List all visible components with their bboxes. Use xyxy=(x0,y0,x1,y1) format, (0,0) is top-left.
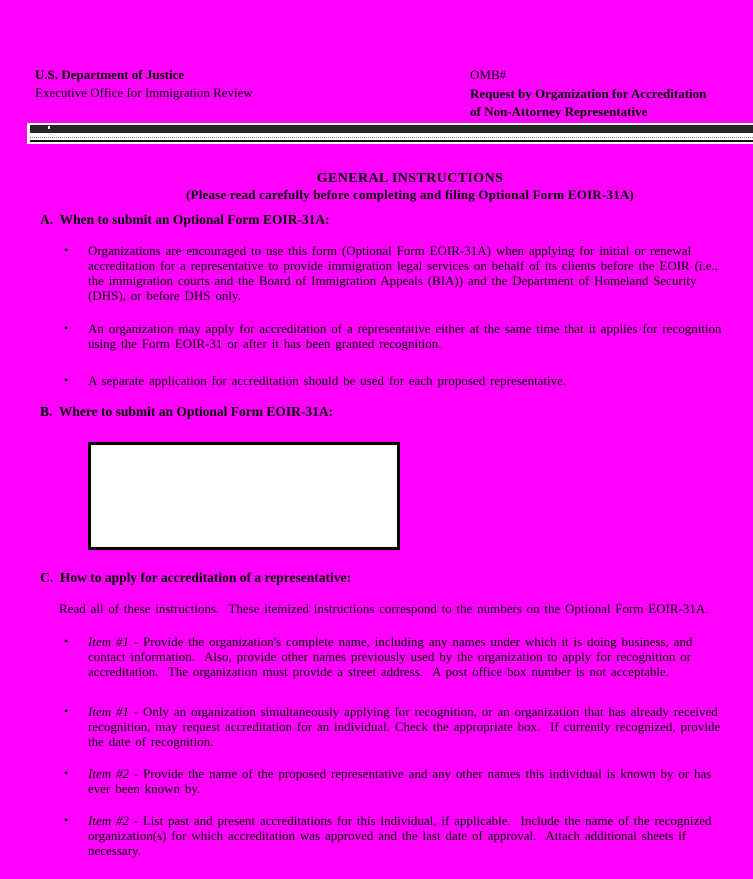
section-b-heading: B. Where to submit an Optional Form EOIR-31A: xyxy=(40,404,334,419)
text-line-rest: - Only an organization simultaneously applying for recognition, or an organization that has already received xyxy=(128,704,718,719)
bullet-text xyxy=(88,243,718,303)
section-c-bullet-1 xyxy=(64,634,692,679)
text-line xyxy=(88,634,692,649)
divider-thin-line xyxy=(30,140,753,142)
text-line: necessary. xyxy=(88,843,141,858)
form-title-line1: Request by Organization for Accreditation xyxy=(470,85,707,101)
form-title-line2: of Non-Attorney Representative xyxy=(470,104,648,119)
empty-address-box xyxy=(88,442,400,550)
divider-thick-bar xyxy=(30,125,753,133)
bullet-dot: • xyxy=(64,243,69,257)
bullet-text xyxy=(88,766,711,796)
page-subtitle: (Please read carefully before completing and filing Optional Form EOIR-31A) xyxy=(186,187,634,202)
text-line-rest: - List past and present accreditations for this individual, if applicable. Include the name of the recognized xyxy=(128,813,712,828)
item-reference: Item #2 xyxy=(88,813,129,828)
item-reference: Item #1 xyxy=(88,634,129,649)
divider-dotted-line xyxy=(30,137,753,138)
section-a-bullet-3 xyxy=(64,373,566,388)
section-c-intro: Read all of these instructions. These itemized instructions correspond to the numbers on the Optional Form EOIR-31A. xyxy=(59,601,709,616)
text-line: accreditation. The organization must provide a street address. A post office box number is not acceptable. xyxy=(88,664,669,679)
bullet-text xyxy=(88,704,720,749)
section-a-bullet-2 xyxy=(64,321,722,351)
section-c-bullet-3 xyxy=(64,766,711,796)
section-a-heading: A. When to submit an Optional Form EOIR-31A: xyxy=(40,212,330,227)
text-line: organization(s) for which accreditation was approved and the last date of approval. Attach additional sheets if xyxy=(88,828,687,843)
text-line: (DHS), or before DHS only. xyxy=(88,288,241,303)
item-reference: Item #2 xyxy=(88,766,129,781)
header-divider-rule xyxy=(27,123,753,144)
text-line: accreditation for a representative to provide immigration legal services on behalf of its clients before the EOIR (i.e., xyxy=(88,258,719,273)
bullet-dot: • xyxy=(64,813,69,827)
bullet-text xyxy=(88,813,712,858)
text-line-rest: - Provide the organization's complete name, including any names under which it is doing business, and xyxy=(128,634,693,649)
text-line xyxy=(88,766,711,781)
text-line: A separate application for accreditation should be used for each proposed representative. xyxy=(88,373,567,388)
item-reference: Item #1 xyxy=(88,704,129,719)
text-line: contact information. Also, provide other names previously used by the organization to apply for recognition or xyxy=(88,649,692,664)
title-block xyxy=(0,171,753,202)
text-line: the immigration courts and the Board of Immigration Appeals (BIA)) and the Department of Homeland Security xyxy=(88,273,697,288)
bullet-dot: • xyxy=(64,766,69,780)
divider-notch xyxy=(48,126,50,129)
section-c-bullet-4 xyxy=(64,813,712,858)
section-c-bullet-2 xyxy=(64,704,720,749)
bullet-dot: • xyxy=(64,704,69,718)
text-line: the date of recognition. xyxy=(88,734,214,749)
omb-number: OMB# xyxy=(470,67,507,82)
text-line xyxy=(88,813,712,828)
text-line: recognition, may request accreditation for an individual. Check the appropriate box. If currently recognized, provide xyxy=(88,719,721,734)
agency-name: U.S. Department of Justice xyxy=(35,67,185,82)
bullet-dot: • xyxy=(64,321,69,335)
text-line-rest: - Provide the name of the proposed representative and any other names this individual is known by or has xyxy=(128,766,712,781)
bullet-text xyxy=(88,321,722,351)
header-agency-block xyxy=(35,66,253,102)
bullet-dot: • xyxy=(64,373,69,387)
section-c-heading: C. How to apply for accreditation of a representative: xyxy=(40,570,351,585)
section-a-bullet-1 xyxy=(64,243,718,303)
text-line: Organizations are encouraged to use this form (Optional Form EOIR-31A) when applying for initial or renewal xyxy=(88,243,692,258)
page-title: GENERAL INSTRUCTIONS xyxy=(316,171,504,186)
text-line: An organization may apply for accreditation of a representative either at the same time that it applies for recognition xyxy=(88,321,722,336)
bullet-dot: • xyxy=(64,634,69,648)
text-line: using the Form EOIR-31 or after it has been granted recognition. xyxy=(88,336,442,351)
header-form-block xyxy=(470,66,753,122)
agency-office: Executive Office for Immigration Review xyxy=(35,85,253,100)
bullet-text xyxy=(88,634,692,679)
bullet-text xyxy=(88,373,566,388)
text-line: ever been known by. xyxy=(88,781,201,796)
text-line xyxy=(88,704,720,719)
